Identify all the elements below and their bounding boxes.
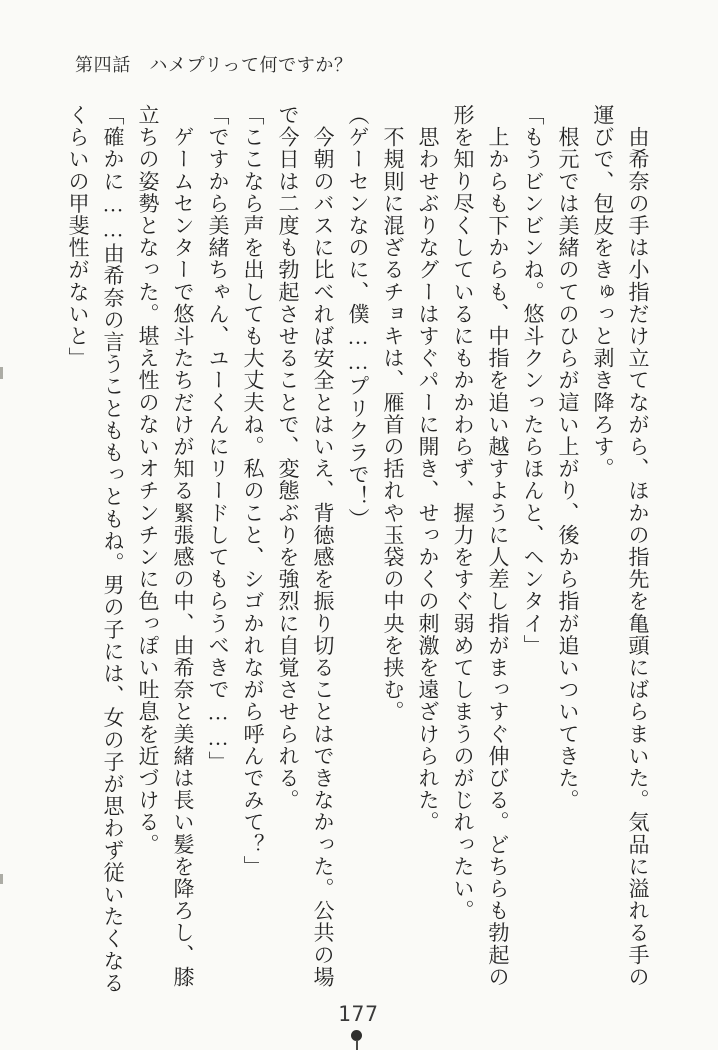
text-line: 不規則に混ざるチョキは、雁首の括れや玉袋の中央を挟む。 [381,104,405,723]
text-line: 上からも下からも、中指を追い越すように人差し指がまっすぐ伸びる。どちらも勃起の [486,104,510,988]
scan-edge-mark [0,874,3,884]
text-line: 「ですから美緒ちゃん、ユーくんにリードしてもらうべきで……」 [206,104,230,773]
pin-marker-icon [350,1029,363,1050]
text-line: 形を知り尽くしているにもかかわらず、握力をすぐ弱めてしまうのがじれったい。 [451,104,475,922]
text-line: 思わせぶりなグーはすぐパーに開き、せっかくの刺激を遠ざけられた。 [416,104,440,834]
text-line: くらいの甲斐性がないと」 [66,104,90,370]
text-line: 「ここなら声を出しても大丈夫ね。私のこと、シゴかれながら呼んでみて？」 [241,104,265,878]
text-line: 「確かに……由希奈の言うことももっともね。男の子には、女の子が思わず従いたくなる [101,104,125,994]
chapter-header: 第四話 ハメプリって何ですか？ [75,55,353,75]
pin-stem [356,1040,358,1050]
body-text-block [58,104,655,996]
text-line: 運びで、包皮をきゅっと剥き降ろす。 [591,104,615,480]
scan-edge-mark [0,367,3,379]
page-number: 177 [338,1002,379,1026]
text-line: 「もうビンビンね。悠斗クンったらほんと、ヘンタイ」 [521,104,545,657]
text-line: で今日は二度も勃起させることで、変態ぶりを強烈に自覚させられる。 [276,104,300,812]
text-line: 今朝のバスに比べれば安全とはいえ、背徳感を振り切ることはできなかった。公共の場 [311,104,335,988]
text-line: 根元では美緒のてのひらが這い上がり、後から指が追いついてきた。 [556,104,580,812]
text-line: （ゲーセンなのに、僕……プリクラで！） [346,104,370,530]
text-line: 立ちの姿勢となった。堪え性のないオチンチンに色っぽい吐息を近づける。 [136,104,160,856]
text-line: ゲームセンターで悠斗たちだけが知る緊張感の中、由希奈と美緒は長い髪を降ろし、膝 [171,104,195,988]
text-line: 由希奈の手は小指だけ立てながら、ほかの指先を亀頭にばらまいた。気品に溢れる手の [626,104,650,988]
